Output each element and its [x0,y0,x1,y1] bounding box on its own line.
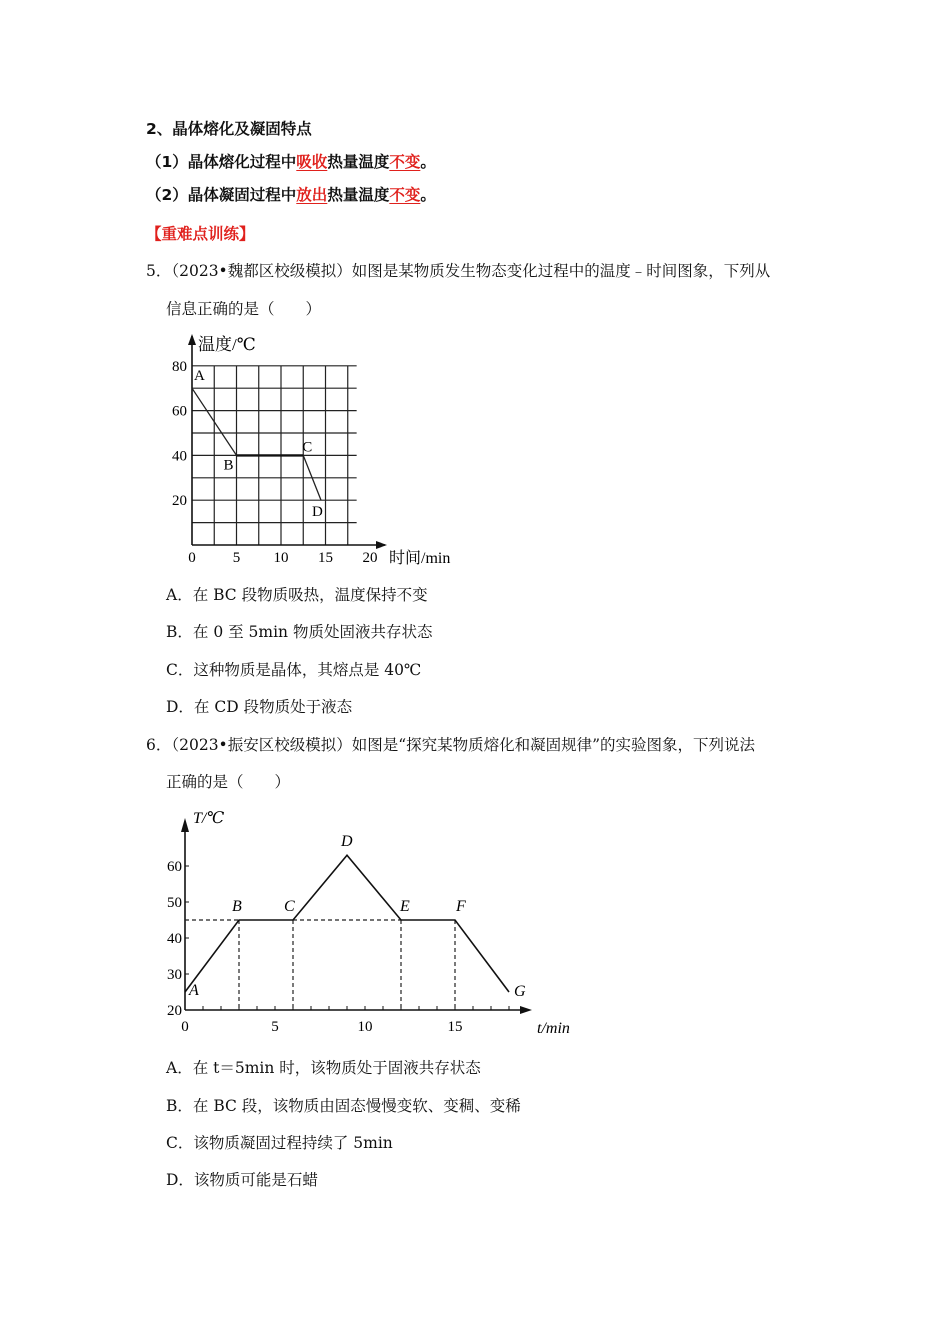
y-axis-arrow [181,818,189,832]
x-tick-label: 0 [188,550,196,566]
q5-option-c[interactable]: C．这种物质是晶体，其熔点是 40℃ [166,661,422,679]
q5-option-d[interactable]: D．在 CD 段物质处于液态 [166,698,353,716]
q6-stem-line1: 6．（2023•振安区校级模拟）如图是“探究某物质熔化和凝固规律”的实验图象，下列说法 [146,736,756,754]
point-label-a: A [189,982,199,999]
y-tick-label: 20 [167,1003,182,1019]
x-tick-label: 15 [447,1019,463,1035]
training-heading: 【重难点训练】 [146,225,255,243]
melting-keyword-absorb: 吸收 [296,153,328,171]
melting-rule-prefix: （1）晶体熔化过程中 [146,153,297,171]
x-tick-label: 10 [273,550,289,566]
x-axis-arrow [520,1006,532,1014]
y-tick-label: 80 [172,358,187,375]
y-axis-label: 温度/℃ [198,335,256,354]
y-tick-label: 40 [172,448,187,465]
solidifying-rule-prefix: （2）晶体凝固过程中 [146,186,297,204]
x-tick-label: 10 [357,1019,373,1035]
melting-rule-middle: 热量温度 [327,153,390,171]
solidifying-keyword-unchanged: 不变 [389,186,421,204]
melting-keyword-unchanged: 不变 [389,153,421,171]
point-label-c: C [302,439,313,456]
q5-stem-line1: 5．（2023•魏都区校级模拟）如图是某物质发生物态变化过程中的温度﹣时间图象，下列从 [146,262,771,280]
q6-stem-line2: 正确的是（ ） [166,773,291,791]
q5-stem-line2: 信息正确的是（ ） [166,300,322,318]
point-label-g: G [514,983,526,1000]
q5-option-b[interactable]: B．在 0 至 5min 物质处固液共存状态 [166,623,433,641]
y-tick-label: 60 [167,859,182,875]
y-tick-label: 40 [167,931,182,947]
q6-option-d[interactable]: D．该物质可能是石蜡 [166,1171,318,1189]
x-tick-label: 15 [318,550,333,566]
q6-option-c[interactable]: C．该物质凝固过程持续了 5min [166,1134,393,1152]
point-label-b: B [223,457,234,474]
y-tick-label: 50 [167,895,182,911]
point-label-d: D [312,504,323,521]
x-axis-label: 时间/min [389,550,451,567]
x-axis-arrow [376,541,387,549]
y-axis-label: T/℃ [193,810,225,827]
x-tick-label: 5 [232,550,241,566]
temperature-curve [192,388,321,500]
q6-option-b[interactable]: B．在 BC 段，该物质由固态慢慢变软、变稠、变稀 [166,1097,521,1115]
q5-option-a[interactable]: A．在 BC 段物质吸热，温度保持不变 [166,586,428,604]
y-axis-arrow [188,334,196,345]
y-tick-label: 30 [167,967,182,983]
point-label-e: E [400,898,410,915]
y-tick-label: 20 [172,493,187,510]
point-label-b: B [232,898,242,915]
temperature-curve [185,855,509,992]
point-label-f: F [456,898,466,915]
solidifying-rule [146,183,436,205]
x-tick-label: 20 [362,550,378,566]
y-tick-label: 60 [172,403,187,420]
point-label-d: D [341,833,353,851]
x-tick-label: 0 [181,1019,189,1035]
melting-rule [146,150,436,172]
point-label-a: A [194,368,205,385]
solidifying-rule-end: 。 [420,186,436,204]
x-tick-label: 5 [271,1019,279,1035]
x-axis-label: t/min [537,1020,570,1037]
point-label-c: C [284,898,295,915]
q6-option-a[interactable]: A．在 t＝5min 时，该物质处于固液共存状态 [166,1059,481,1077]
melting-rule-end: 。 [420,153,436,171]
solidifying-rule-middle: 热量温度 [327,186,390,204]
section-heading: 2、晶体熔化及凝固特点 [146,120,312,138]
solidifying-keyword-release: 放出 [296,186,328,204]
